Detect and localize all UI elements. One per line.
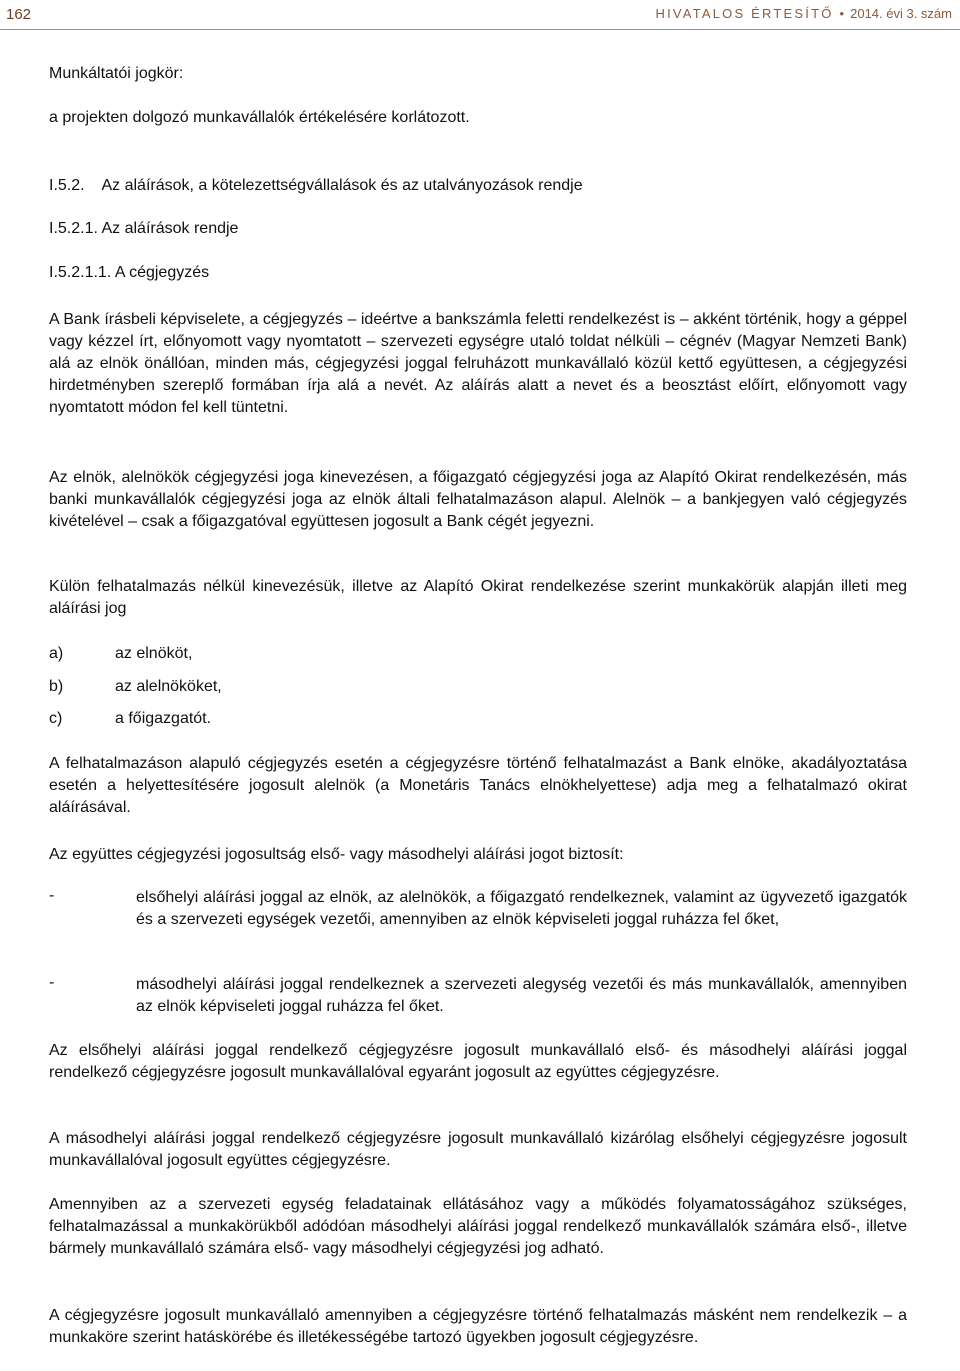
- list-item: [49, 645, 192, 663]
- list-text: a főigazgatót.: [115, 710, 212, 727]
- bullet-item: [49, 887, 907, 931]
- header-divider: [0, 29, 960, 30]
- paragraph: Az együttes cégjegyzési jogosultság első- vagy másodhelyi aláírási jogot biztosít:: [49, 846, 624, 863]
- section-heading-1: I.5.2. Az aláírások, a kötelezettségvállalások és az utalványozások rendje: [49, 177, 583, 194]
- section-heading-3: I.5.2.1.1. A cégjegyzés: [49, 264, 210, 281]
- issue-label: 2014. évi 3. szám: [850, 6, 952, 21]
- bullet-text: másodhelyi aláírási joggal rendelkeznek a szervezeti alegység vezetői és más munkavállalók, amennyiben az elnök képviseleti joggal ruházza fel őket.: [136, 976, 907, 1015]
- paragraph: A felhatalmazáson alapuló cégjegyzés esetén a cégjegyzésre történő felhatalmazást a Bank elnöke, akadályoztatása esetén a helyettesítésére jogosult alelnök (a Monetáris Tanács elnökhelyettese) adja meg a felhatalmazó okirat aláírásával.: [49, 755, 907, 816]
- section-heading-2: I.5.2.1. Az aláírások rendje: [49, 220, 239, 237]
- list-text: az alelnököket,: [115, 678, 222, 695]
- bullet-marker: -: [49, 974, 55, 991]
- list-item: [49, 678, 222, 696]
- paragraph: A Bank írásbeli képviselete, a cégjegyzés – ideértve a bankszámla feletti rendelkezést is – akként történik, hogy a géppel vagy kézzel írt, előnyomott vagy nyomtatott – szervezeti egységre utaló toldat nélküli – cégnév (Magyar Nemzeti Bank) alá az elnök önállóan, minden más, cégjegyzési joggal felruházott munkavállaló közül kettő együttesen, a cégjegyzési hirdetményben szereplő formában írja alá a nevét. Az aláírás alatt a nevet és a beosztást előírt, előnyomott vagy nyomtatott módon fel kell tüntetni.: [49, 311, 907, 416]
- paragraph: Az elnök, alelnökök cégjegyzési joga kinevezésen, a főigazgató cégjegyzési joga az Alapító Okirat rendelkezésén, más banki munkavállalók cégjegyzési joga az elnök általi felhatalmazáson alapul. Alelnök – a bankjegyen való cégjegyzés kivételével – csak a főigazgatóval együttesen jogosult a Bank cégét jegyezni.: [49, 469, 907, 530]
- journal-title: [655, 6, 952, 21]
- bullet-item: [49, 974, 907, 1018]
- header-separator: •: [839, 6, 845, 21]
- list-marker: a): [49, 645, 64, 662]
- paragraph: Külön felhatalmazás nélkül kinevezésük, illetve az Alapító Okirat rendelkezése szerint munkakörük alapján illeti meg aláírási jog: [49, 578, 907, 617]
- page-number: 162: [6, 6, 32, 23]
- journal-name: HIVATALOS ÉRTESÍTŐ: [655, 6, 834, 21]
- bullet-text: elsőhelyi aláírási joggal az elnök, az alelnökök, a főigazgató rendelkeznek, valamint az ügyvezető igazgatók és a szervezeti egységek vezetői, amennyiben az elnök képviseleti joggal ruházza fel őket,: [136, 889, 907, 928]
- page-header: [0, 0, 960, 32]
- employer-label: Munkáltatói jogkör:: [49, 65, 184, 82]
- employer-text: a projekten dolgozó munkavállalók értékelésére korlátozott.: [49, 109, 470, 126]
- paragraph: A cégjegyzésre jogosult munkavállaló amennyiben a cégjegyzésre történő felhatalmazás másként nem rendelkezik – a munkaköre szerint hatáskörébe és illetékességébe tartozó ügyekben jogosult cégjegyzésre.: [49, 1307, 907, 1346]
- list-marker: b): [49, 678, 64, 695]
- paragraph: Az elsőhelyi aláírási joggal rendelkező cégjegyzésre jogosult munkavállaló első- és másodhelyi aláírási joggal rendelkező cégjegyzésre jogosult munkavállalóval egyaránt jogosult az együttes cégjegyzésre.: [49, 1042, 907, 1081]
- bullet-marker: -: [49, 887, 55, 904]
- list-text: az elnököt,: [115, 645, 193, 662]
- list-marker: c): [49, 710, 63, 727]
- list-item: [49, 710, 211, 728]
- paragraph: A másodhelyi aláírási joggal rendelkező cégjegyzésre jogosult munkavállaló kizárólag elsőhelyi cégjegyzésre jogosult munkavállalóval jogosult együttes cégjegyzésre.: [49, 1130, 907, 1169]
- paragraph: Amennyiben az a szervezeti egység feladatainak ellátásához vagy a működés folyamatosságához szükséges, felhatalmazással a munkakörükből adódóan másodhelyi aláírási joggal rendelkező munkavállalók számára első-, illetve bármely munkavállaló számára első- vagy másodhelyi cégjegyzési jog adható.: [49, 1196, 907, 1257]
